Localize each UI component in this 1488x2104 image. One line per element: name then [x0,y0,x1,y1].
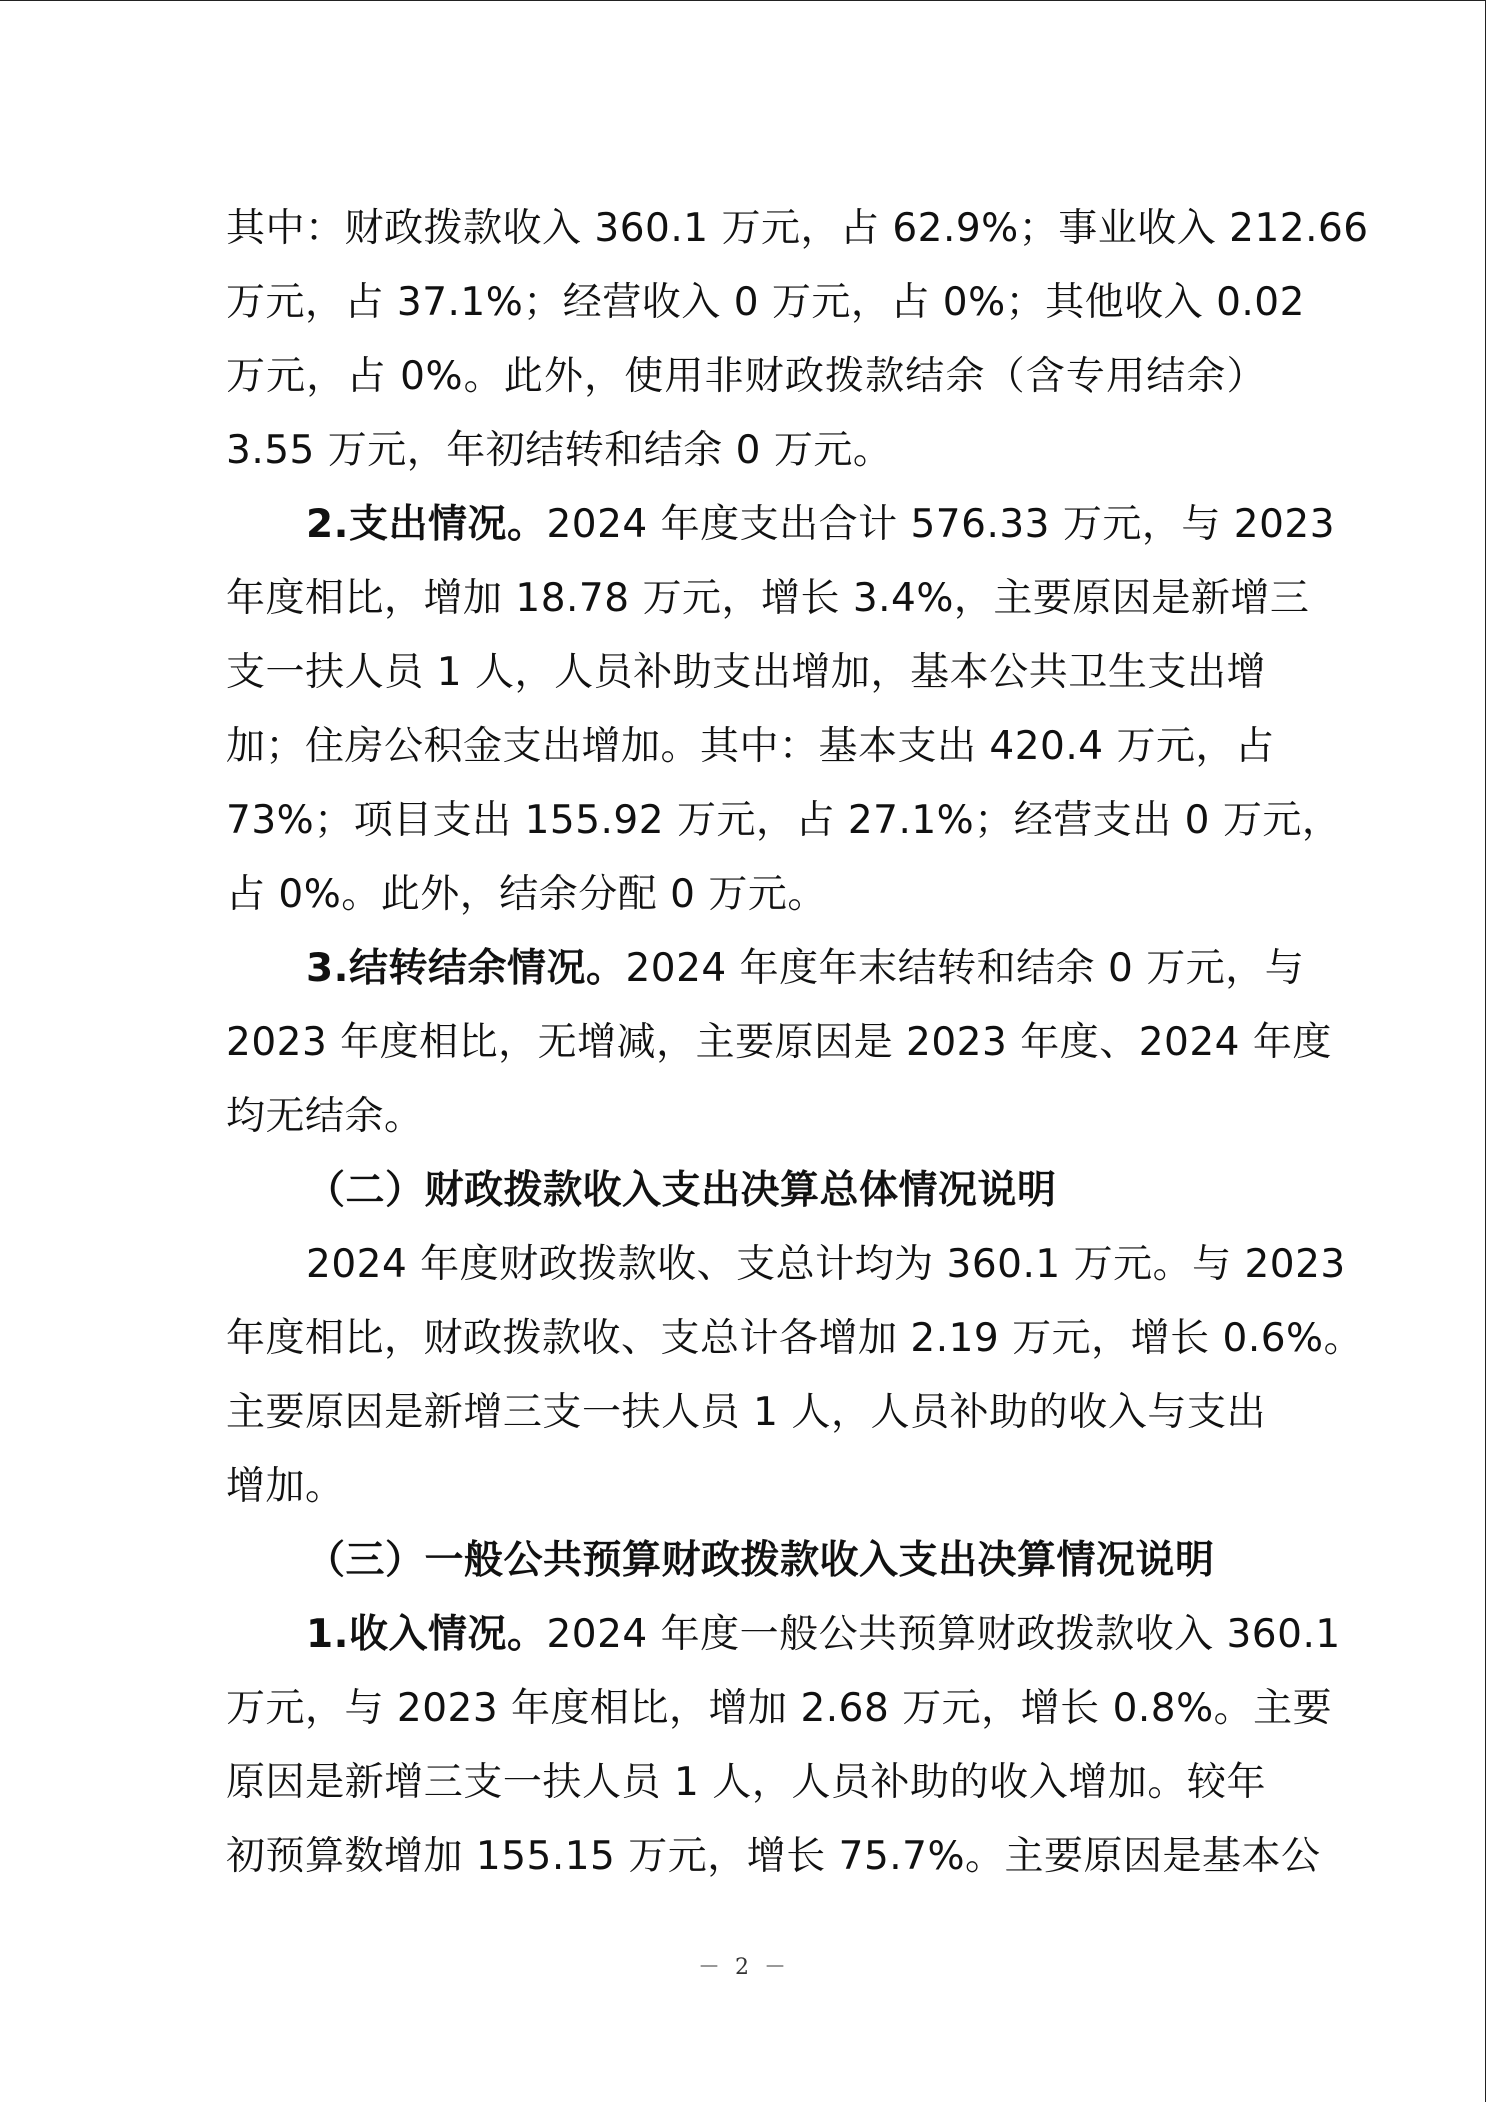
page-number: － 2 － [698,1955,790,1980]
text-line: 2024 年度财政拨款收、支总计均为 360.1 万元。与 2023 [306,1242,1346,1287]
text-line: 增加。 [226,1464,345,1509]
text-line: 年度相比，增加 18.78 万元，增长 3.4%，主要原因是新增三 [226,576,1310,621]
text-line: 均无结余。 [226,1094,424,1139]
text-line: 3.55 万元，年初结转和结余 0 万元。 [226,428,893,473]
text-line: 万元，占 0%。此外，使用非财政拨款结余（含专用结余） [226,354,1266,399]
text-line: 万元，占 37.1%；经营收入 0 万元，占 0%；其他收入 0.02 [226,280,1305,325]
income-paragraph-first-line [226,1598,1341,1672]
text-run: 2024 年度支出合计 576.33 万元，与 2023 [546,502,1336,547]
text-line: 占 0%。此外，结余分配 0 万元。 [226,872,827,917]
section-heading-2: （二）财政拨款收入支出决算总体情况说明 [306,1168,1057,1213]
text-line: 加；住房公积金支出增加。其中：基本支出 420.4 万元，占 [226,724,1275,769]
income-label: 1.收入情况。 [306,1612,547,1657]
text-run: 2024 年度年末结转和结余 0 万元，与 [625,946,1305,991]
carryover-label: 3.结转结余情况。 [306,946,626,991]
text-line: 2023 年度相比，无增减，主要原因是 2023 年度、2024 年度 [226,1020,1332,1065]
text-line: 73%；项目支出 155.92 万元，占 27.1%；经营支出 0 万元， [226,798,1342,843]
text-run: 2024 年度一般公共预算财政拨款收入 360.1 [546,1612,1341,1657]
expenditure-paragraph-first-line [226,488,1336,562]
text-line: 主要原因是新增三支一扶人员 1 人，人员补助的收入与支出 [226,1390,1266,1435]
section-heading-3: （三）一般公共预算财政拨款收入支出决算情况说明 [306,1538,1215,1583]
carryover-paragraph-first-line [226,932,1305,1006]
expenditure-label: 2.支出情况。 [306,502,547,547]
document-body [226,192,1369,1894]
text-line: 其中：财政拨款收入 360.1 万元，占 62.9%；事业收入 212.66 [226,206,1369,251]
text-line: 万元，与 2023 年度相比，增加 2.68 万元，增长 0.8%。主要 [226,1686,1333,1731]
text-line: 原因是新增三支一扶人员 1 人，人员补助的收入增加。较年 [226,1760,1266,1805]
text-line: 支一扶人员 1 人，人员补助支出增加，基本公共卫生支出增 [226,650,1266,695]
text-line: 初预算数增加 155.15 万元，增长 75.7%。主要原因是基本公 [226,1834,1321,1879]
text-line: 年度相比，财政拨款收、支总计各增加 2.19 万元，增长 0.6%。 [226,1316,1364,1361]
